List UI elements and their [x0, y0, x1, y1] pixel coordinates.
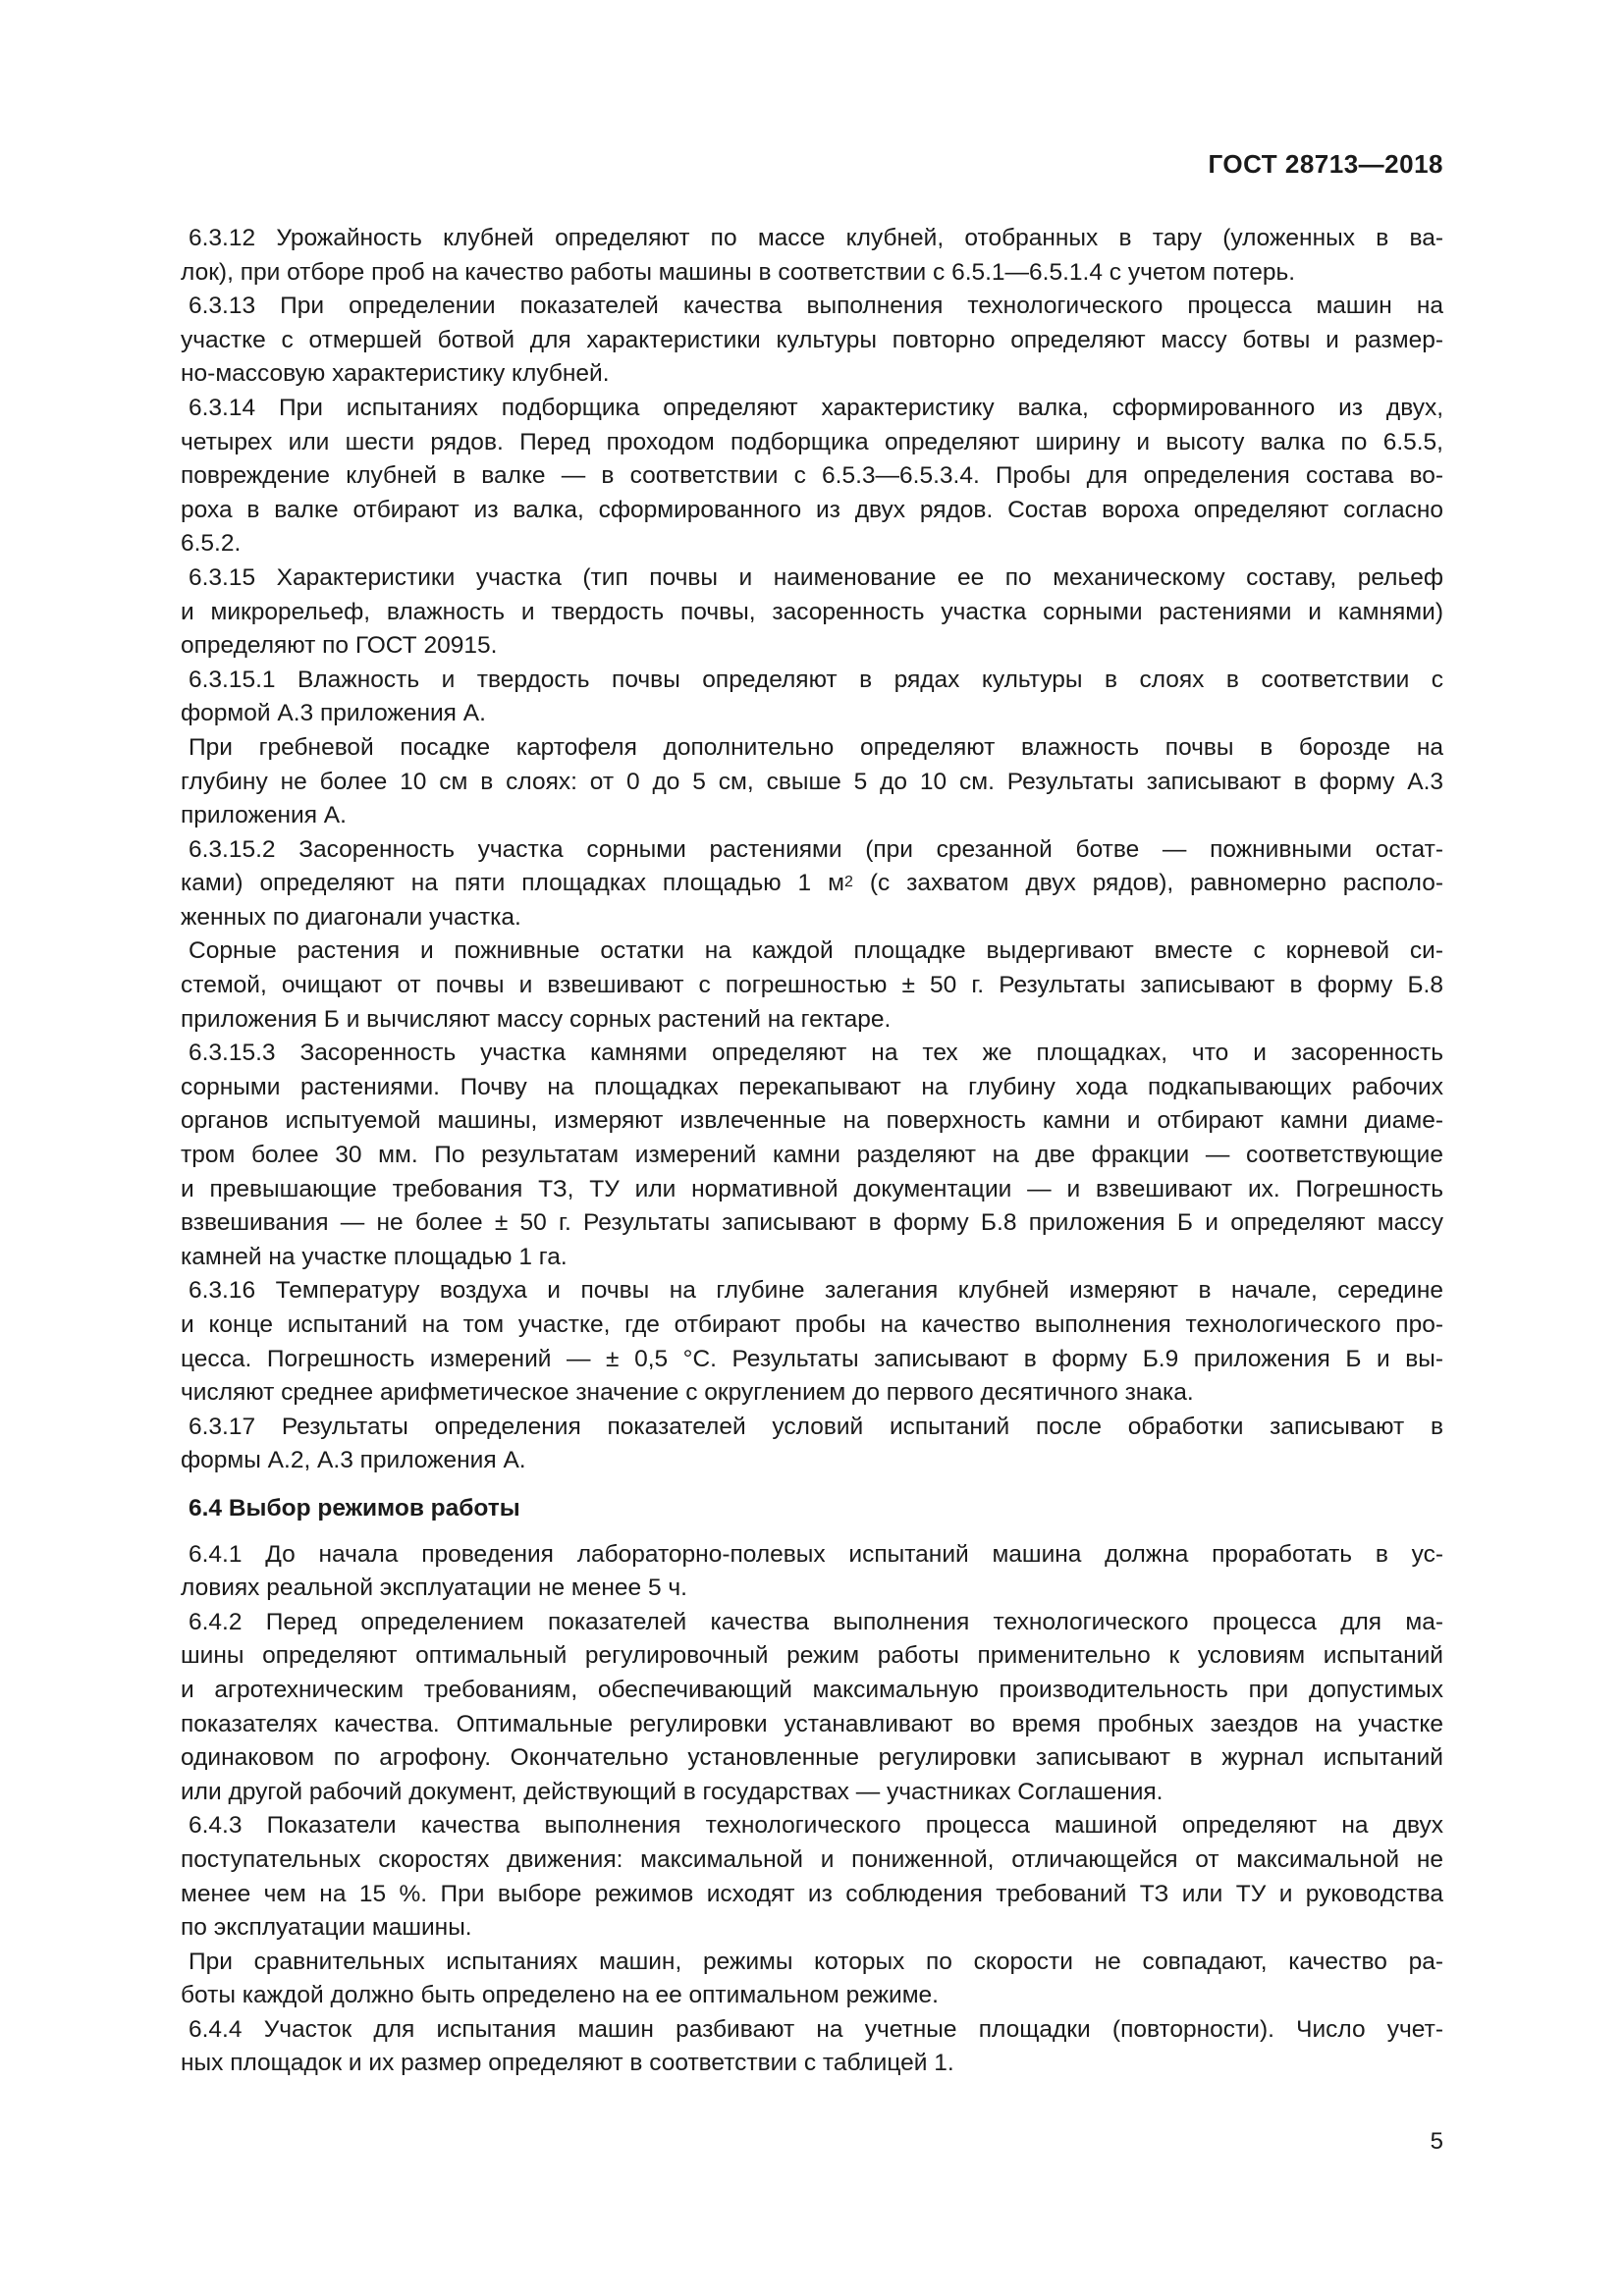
paragraph-line	[181, 867, 1443, 901]
paragraph-line: 6.4.4 Участок для испытания машин разбивают на учетные площадки (повторности). Число учет-	[189, 2015, 1443, 2043]
document-body	[181, 222, 1443, 2081]
paragraph-line: камней на участке площадью 1 га.	[181, 1243, 568, 1270]
paragraph-line: и микрорельеф, влажность и твердость почвы, засоренность участка сорными растениями и камнями)	[181, 598, 1443, 625]
paragraph-line: 6.3.14 При испытаниях подборщика определяют характеристику валка, сформированного из двух,	[189, 394, 1443, 421]
paragraph	[181, 1411, 1443, 1478]
paragraph-line: 6.3.15.1 Влажность и твердость почвы определяют в рядах культуры в слоях в соответствии с	[189, 666, 1443, 693]
paragraph	[181, 664, 1443, 731]
paragraph-line: тром более 30 мм. По результатам измерений камни разделяют на две фракции — соответствующие	[181, 1142, 1443, 1169]
paragraph-line: 6.3.16 Температуру воздуха и почвы на глубине залегания клубней измеряют в начале, середине	[189, 1277, 1443, 1305]
paragraph	[181, 1037, 1443, 1274]
paragraph-line: числяют среднее арифметическое значение с округлением до первого десятичного знака.	[181, 1379, 1194, 1407]
paragraph-line: и конце испытаний на том участке, где отбирают пробы на качество выполнения технологического про-	[181, 1311, 1443, 1338]
paragraph-line: повреждение клубней в валке — в соответствии с 6.5.3—6.5.3.4. Пробы для определения состава во-	[181, 462, 1443, 490]
paragraph-line: менее чем на 15 %. При выборе режимов исходят из соблюдения требований ТЗ или ТУ и руководства	[181, 1880, 1443, 1907]
paragraph-line: сорными растениями. Почву на площадках перекапывают на глубину хода подкапывающих рабочих	[181, 1073, 1443, 1100]
page-number: 5	[1430, 2128, 1443, 2155]
paragraph-line: 6.3.15 Характеристики участка (тип почвы и наименование ее по механическому составу, рельеф	[189, 563, 1443, 591]
paragraph-line: одинаковом по агрофону. Окончательно установленные регулировки записывают в журнал испытаний	[181, 1744, 1443, 1772]
paragraph-line: приложения А.	[181, 802, 347, 829]
paragraph-line: При сравнительных испытаниях машин, режимы которых по скорости не совпадают, качество ра-	[189, 1948, 1443, 1975]
paragraph-line: но-массовую характеристику клубней.	[181, 360, 610, 388]
paragraph-line: роха в валке отбирают из валка, сформированного из двух рядов. Состав вороха определяют согласно	[181, 496, 1443, 523]
paragraph	[181, 392, 1443, 561]
paragraph-line: и превышающие требования ТЗ, ТУ или нормативной документации — и взвешивают их. Погрешность	[181, 1175, 1443, 1202]
paragraph-line: цесса. Погрешность измерений — ± 0,5 °С. Результаты записывают в форму Б.9 приложения Б и вы-	[181, 1345, 1443, 1372]
paragraph	[181, 290, 1443, 392]
paragraph	[181, 1809, 1443, 1945]
paragraph	[181, 1274, 1443, 1410]
paragraph-line: формы А.2, А.3 приложения А.	[181, 1447, 526, 1474]
paragraph-line: глубину не более 10 см в слоях: от 0 до 5 см, свыше 5 до 10 см. Результаты записывают в форму А.3	[181, 768, 1443, 795]
paragraph	[181, 1946, 1443, 2013]
paragraph-line: органов испытуемой машины, измеряют извлеченные на поверхность камни и отбирают камни диаме-	[181, 1107, 1443, 1135]
paragraph-line: определяют по ГОСТ 20915.	[181, 632, 498, 660]
paragraph-line: шины определяют оптимальный регулировочный режим работы применительно к условиям испытаний	[181, 1642, 1443, 1670]
paragraph	[181, 222, 1443, 290]
paragraph-line: лок), при отборе проб на качество работы машины в соответствии с 6.5.1—6.5.1.4 с учетом потерь.	[181, 258, 1296, 286]
paragraph-line: Сорные растения и пожнивные остатки на каждой площадке выдергивают вместе с корневой си-	[189, 937, 1443, 965]
section-title: 6.4 Выбор режимов работы	[189, 1494, 520, 1522]
paragraph-line: 6.4.2 Перед определением показателей качества выполнения технологического процесса для ма-	[189, 1608, 1443, 1635]
paragraph-line: или другой рабочий документ, действующий в государствах — участниках Соглашения.	[181, 1778, 1164, 1805]
paragraph-line: 6.3.12 Урожайность клубней определяют по массе клубней, отобранных в тару (уложенных в ва-	[189, 225, 1443, 251]
paragraph	[181, 731, 1443, 833]
paragraph-line: 6.3.17 Результаты определения показателей условий испытаний после обработки записывают в	[189, 1413, 1443, 1440]
paragraph	[181, 833, 1443, 935]
paragraph	[181, 561, 1443, 664]
paragraph-line: участке с отмершей ботвой для характеристики культуры повторно определяют массу ботвы и размер-	[181, 326, 1443, 353]
paragraph-line: стемой, очищают от почвы и взвешивают с погрешностью ± 50 г. Результаты записывают в форму Б.8	[181, 972, 1443, 999]
paragraph-line: 6.4.1 До начала проведения лабораторно-полевых испытаний машина должна проработать в ус-	[189, 1540, 1443, 1568]
superscript: 2	[843, 874, 853, 891]
line-segment: ками) определяют на пяти площадках площадью 1 м	[181, 870, 844, 897]
paragraph-line: ных площадок и их размер определяют в соответствии с таблицей 1.	[181, 2050, 954, 2077]
paragraph-line: показателях качества. Оптимальные регулировки устанавливают во время пробных заездов на участке	[181, 1710, 1443, 1737]
paragraph-line: 6.3.15.2 Засоренность участка сорными растениями (при срезанной ботве — пожнивными остат-	[189, 835, 1443, 863]
paragraph-line: При гребневой посадке картофеля дополнительно определяют влажность почвы в борозде на	[189, 733, 1443, 761]
paragraph-line: боты каждой должно быть определено на ее оптимальном режиме.	[181, 1982, 939, 2009]
paragraph-line: формой А.3 приложения А.	[181, 700, 486, 727]
paragraph-line: ловиях реальной эксплуатации не менее 5 ч.	[181, 1575, 687, 1602]
document-code-header: ГОСТ 28713—2018	[1208, 149, 1443, 179]
paragraph-line: женных по диагонали участка.	[181, 903, 521, 931]
paragraph	[181, 934, 1443, 1037]
paragraph-line: 6.3.13 При определении показателей качества выполнения технологического процесса машин на	[189, 293, 1443, 320]
line-segment: (с захватом двух рядов), равномерно располо-	[852, 870, 1443, 897]
paragraph-line: четырех или шести рядов. Перед проходом подборщика определяют ширину и высоту валка по 6.5.5,	[181, 428, 1443, 455]
paragraph	[181, 1606, 1443, 1810]
paragraph-line: 6.4.3 Показатели качества выполнения технологического процесса машиной определяют на двух	[189, 1812, 1443, 1840]
paragraph-line: 6.3.15.3 Засоренность участка камнями определяют на тех же площадках, что и засоренность	[189, 1040, 1443, 1067]
paragraph-line: 6.5.2.	[181, 530, 242, 558]
paragraph-line: взвешивания — не более ± 50 г. Результаты записывают в форму Б.8 приложения Б и определяют массу	[181, 1209, 1443, 1237]
paragraph-line: приложения Б и вычисляют массу сорных растений на гектаре.	[181, 1005, 892, 1033]
paragraph-line: поступательных скоростях движения: максимальной и пониженной, отличающейся от максимальной не	[181, 1845, 1443, 1873]
paragraph	[181, 1538, 1443, 1606]
paragraph	[181, 2013, 1443, 2081]
paragraph-line: по эксплуатации машины.	[181, 1914, 472, 1942]
paragraph-line: и агротехническим требованиям, обеспечивающий максимальную производительность при допустимых	[181, 1676, 1443, 1703]
